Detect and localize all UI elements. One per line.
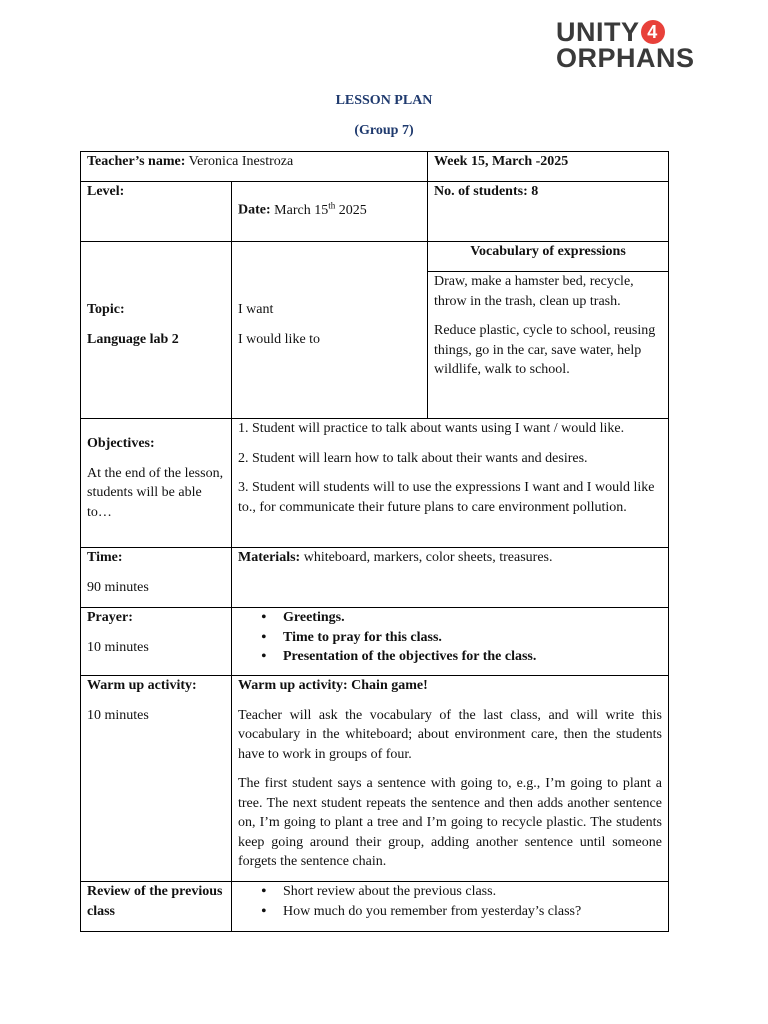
review-list — [238, 882, 662, 921]
lesson-plan-table — [80, 151, 669, 932]
topic-label: Topic: — [87, 302, 125, 317]
list-item: • Short review about the previous class. — [283, 882, 662, 902]
expression-i-want: I want — [238, 302, 274, 317]
objective-item: 2. Student will learn how to talk about their wants and desires. — [238, 450, 588, 466]
materials-value: whiteboard, markers, color sheets, treasures. — [300, 550, 553, 565]
date-value: March 15th 2025 — [270, 200, 367, 218]
warmup-time: 10 minutes — [87, 707, 149, 723]
group-subtitle: (Group 7) — [354, 123, 414, 138]
list-item: • Greetings. — [283, 608, 662, 628]
date-label: Date: — [238, 202, 271, 218]
expression-i-would-like: I would like to — [238, 331, 321, 347]
time-row — [81, 548, 669, 608]
teacher-row — [81, 152, 669, 182]
review-label: Review of the previous class — [87, 884, 223, 919]
document-title: LESSON PLAN — [335, 93, 433, 108]
logo-four-badge: 4 — [641, 20, 665, 44]
time-value: 90 minutes — [87, 579, 149, 595]
logo-word-orphans: ORPHANS — [556, 43, 695, 73]
prayer-list — [238, 608, 662, 667]
materials-label: Materials: — [238, 550, 301, 565]
prayer-label: Prayer: — [87, 610, 133, 625]
objective-item: 1. Student will practice to talk about wants using I want / would like. — [238, 421, 625, 436]
topic-value: Language lab 2 — [87, 331, 179, 347]
list-item: • How much do you remember from yesterday’s class? — [283, 902, 662, 922]
level-label: Level: — [87, 184, 125, 199]
prayer-row — [81, 608, 669, 676]
prayer-time: 10 minutes — [87, 639, 149, 655]
objectives-label: Objectives: — [87, 436, 155, 451]
topic-row — [81, 242, 669, 419]
list-item: • Presentation of the objectives for the class. — [283, 647, 662, 667]
objectives-intro: At the end of the lesson, students will be able to… — [87, 465, 224, 520]
teacher-name-value: Veronica Inestroza — [185, 154, 294, 169]
vocabulary-list-1: Draw, make a hamster bed, recycle, throw in the trash, clean up trash. — [434, 274, 634, 309]
week-label: Week 15, March -2025 — [434, 154, 569, 169]
time-label: Time: — [87, 550, 123, 565]
warmup-paragraph-2: The first student says a sentence with going to, e.g., I’m going to plant a tree. The next student repeats the sentence and then adds another sentence on, I’m going to plant a tree and I’m going to recycle plastic. The students keep going around their group, adding another sentence until someone forgets the sentence chain. — [238, 776, 662, 869]
warmup-paragraph-1: Teacher will ask the vocabulary of the last class, and will write this vocabulary in the whiteboard; about environment care, then the students have to work in groups of four. — [238, 707, 662, 762]
teacher-name-label: Teacher’s name: — [87, 154, 186, 169]
list-item: • Time to pray for this class. — [283, 628, 662, 648]
students-count: No. of students: 8 — [434, 184, 539, 199]
warmup-label: Warm up activity: — [87, 678, 197, 693]
warmup-title: Warm up activity: Chain game! — [238, 678, 428, 693]
warmup-row — [81, 676, 669, 882]
level-row — [81, 182, 669, 242]
unity4orphans-logo — [556, 18, 726, 74]
vocabulary-list-2: Reduce plastic, cycle to school, reusing things, go in the car, save water, help wildlife, walk to school. — [434, 323, 656, 377]
logo-word-unity: UNITY — [556, 17, 640, 47]
review-row — [81, 882, 669, 932]
objective-item: 3. Student will students will to use the expressions I want and I would like to., for communicate their future plans to care environment pollution. — [238, 480, 655, 515]
objectives-row — [81, 419, 669, 548]
vocabulary-header: Vocabulary of expressions — [428, 242, 668, 272]
